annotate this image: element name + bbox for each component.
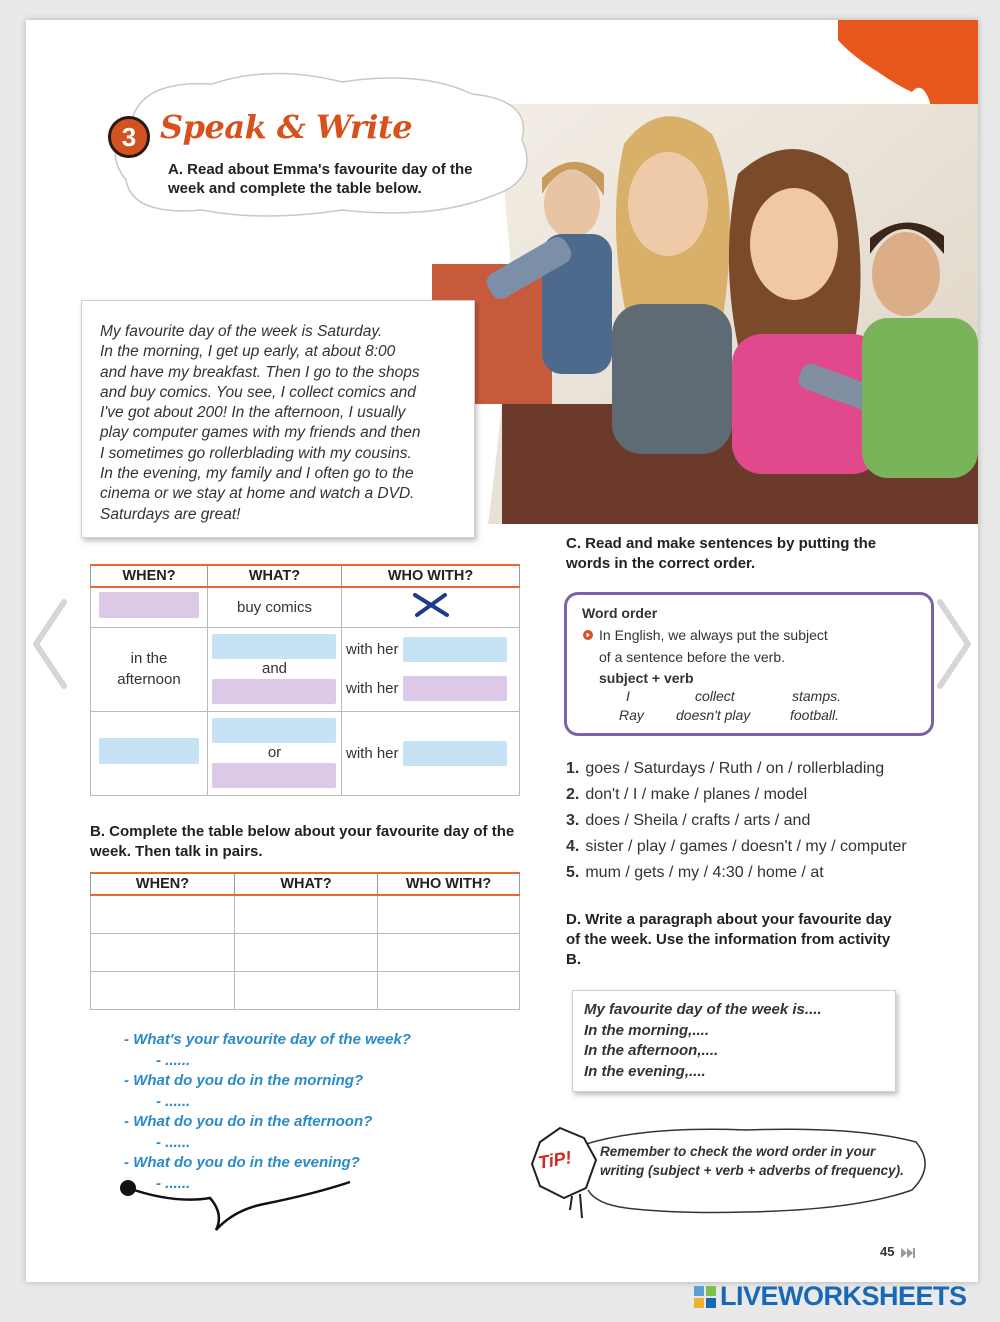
page-number: 45 (880, 1244, 895, 1259)
emma-text-line: Saturdays are great! (100, 505, 241, 523)
table-b (90, 872, 520, 1010)
sentence-words: goes / Saturdays / Ruth / on / rollerblading (585, 760, 885, 777)
emma-text-line: In the evening, my family and I often go to the (100, 465, 414, 483)
sentence-number: 1. (566, 760, 580, 777)
instruction-b: B. Complete the table below about your favourite day of the week. Then talk in pairs. (90, 823, 515, 860)
table-b-header-what: WHAT? (235, 873, 378, 895)
table-a-cell: buy comics (208, 587, 342, 627)
bullet-icon (582, 629, 594, 641)
table-a-header-when: WHEN? (91, 565, 208, 587)
table-b-cell[interactable] (378, 971, 520, 1009)
answer-field-what[interactable] (212, 718, 336, 743)
table-b-cell[interactable] (235, 971, 378, 1009)
section-number-badge: 3 (108, 116, 150, 158)
with-her-label: with her (346, 641, 399, 658)
example-verb: collect (695, 688, 735, 704)
table-a-cell (91, 711, 208, 795)
table-b-cell[interactable] (235, 895, 378, 933)
answer-field-who[interactable] (403, 676, 507, 701)
table-a-header-who: WHO WITH? (342, 565, 520, 587)
table-b-cell[interactable] (378, 895, 520, 933)
table-a-cell (342, 627, 520, 711)
emma-text-line: In the morning, I get up early, at about 8:00 (100, 343, 396, 361)
answer-placeholder: - ...... (156, 1174, 191, 1192)
example-subject: I (626, 688, 630, 704)
answer-field-when[interactable] (99, 592, 199, 618)
sentence-words: don't / I / make / planes / model (585, 786, 808, 803)
example-verb: doesn't play (676, 707, 751, 723)
instruction-d: D. Write a paragraph about your favourite day of the week. Use the information from activity B. (566, 911, 892, 968)
with-her-label: with her (346, 744, 399, 762)
sentence-number: 3. (566, 812, 580, 829)
table-b-cell[interactable] (235, 933, 378, 971)
example-object: football. (790, 707, 840, 723)
table-b-header-when: WHEN? (91, 873, 235, 895)
pair-questions (124, 1030, 411, 1194)
answer-field-what[interactable] (212, 763, 336, 788)
emma-text-line: play computer games with my friends and then (100, 424, 421, 442)
answer-field-who[interactable] (403, 637, 507, 662)
question-line: - What do you do in the afternoon? (124, 1113, 373, 1130)
word-order-formula: subject + verb (599, 670, 694, 686)
answer-placeholder: - ...... (156, 1051, 191, 1069)
instruction-c: C. Read and make sentences by putting the words in the correct order. (566, 535, 877, 572)
brand-name: LIVEWORKSHEETS (720, 1281, 967, 1311)
worksheet-page (26, 20, 978, 1282)
question-line: - What do you do in the morning? (124, 1072, 364, 1089)
paragraph-text (584, 1000, 822, 1082)
who-row (342, 676, 519, 701)
paragraph-line: In the morning,.... (584, 1021, 709, 1039)
emma-text-line: and buy comics. You see, I collect comics and (100, 383, 416, 401)
table-b-cell[interactable] (378, 933, 520, 971)
example-object: stamps. (792, 688, 842, 704)
previous-arrow-icon[interactable] (30, 596, 70, 692)
paragraph-line: In the afternoon,.... (584, 1042, 719, 1059)
answer-field-what[interactable] (212, 679, 336, 704)
emma-text-line: My favourite day of the week is Saturday. (100, 323, 383, 340)
sentence-words: mum / gets / my / 4:30 / home / at (585, 864, 824, 881)
emma-text (100, 322, 470, 525)
emma-text-line: I sometimes go rollerblading with my cousins. (100, 444, 412, 462)
page-forward-icon (901, 1248, 915, 1258)
answer-placeholder: - ...... (156, 1092, 191, 1110)
table-a (90, 564, 520, 796)
instruction-a: A. Read about Emma's favourite day of the week and complete the table below. (168, 161, 473, 197)
cross-mark-icon (411, 591, 451, 619)
section-title: Speak & Write (160, 108, 413, 146)
table-a-cell: in the afternoon (91, 627, 208, 711)
sentence-item (566, 834, 907, 860)
table-a-cell (342, 587, 520, 627)
table-a-cell (208, 627, 342, 711)
sentence-number: 4. (566, 838, 580, 855)
speech-tail-decoration (114, 1174, 354, 1234)
who-row (342, 741, 519, 766)
sentence-item (566, 782, 907, 808)
connector-text: or (267, 744, 282, 761)
sentence-words: sister / play / games / doesn't / my / computer (585, 838, 907, 855)
table-a-cell (342, 711, 520, 795)
who-row (342, 637, 519, 662)
connector-text: and (261, 660, 288, 677)
word-order-rule-line: of a sentence before the verb. (599, 649, 786, 665)
word-order-rule-line: In English, we always put the subject (599, 627, 828, 643)
sentence-item (566, 860, 907, 886)
liveworksheets-logo-icon (694, 1286, 716, 1308)
table-b-cell[interactable] (91, 895, 235, 933)
table-a-cell (208, 711, 342, 795)
sentence-number: 2. (566, 786, 580, 803)
word-order-title: Word order (582, 605, 658, 621)
sentence-item (566, 808, 907, 834)
with-her-label: with her (346, 680, 399, 697)
answer-field-what[interactable] (212, 634, 336, 659)
sentence-words: does / Sheila / crafts / arts / and (585, 812, 811, 829)
emma-text-line: and have my breakfast. Then I go to the shops (100, 363, 420, 381)
sentence-item (566, 756, 907, 782)
tip-text: Remember to check the word order in your writing (subject + verb + adverbs of frequency). (600, 1144, 904, 1178)
emma-text-line: cinema or we stay at home and watch a DVD. (100, 485, 415, 503)
answer-field-who[interactable] (403, 741, 507, 766)
tip-label: TiP! (536, 1147, 574, 1173)
scrambled-sentences (566, 756, 907, 886)
table-a-cell (91, 587, 208, 627)
next-arrow-icon[interactable] (934, 596, 974, 692)
table-b-cell[interactable] (91, 933, 235, 971)
example-subject: Ray (619, 707, 644, 723)
answer-field-when[interactable] (99, 738, 199, 764)
paragraph-line: In the evening,.... (584, 1062, 706, 1080)
question-line: - What do you do in the evening? (124, 1154, 360, 1171)
sentence-number: 5. (566, 864, 580, 881)
table-a-header-what: WHAT? (208, 565, 342, 587)
table-b-header-who: WHO WITH? (378, 873, 520, 895)
table-b-cell[interactable] (91, 971, 235, 1009)
question-line: - What's your favourite day of the week? (124, 1031, 411, 1048)
emma-text-line: I've got about 200! In the afternoon, I usually (100, 404, 406, 422)
answer-placeholder: - ...... (156, 1133, 191, 1151)
paragraph-line: My favourite day of the week is.... (584, 1001, 822, 1018)
